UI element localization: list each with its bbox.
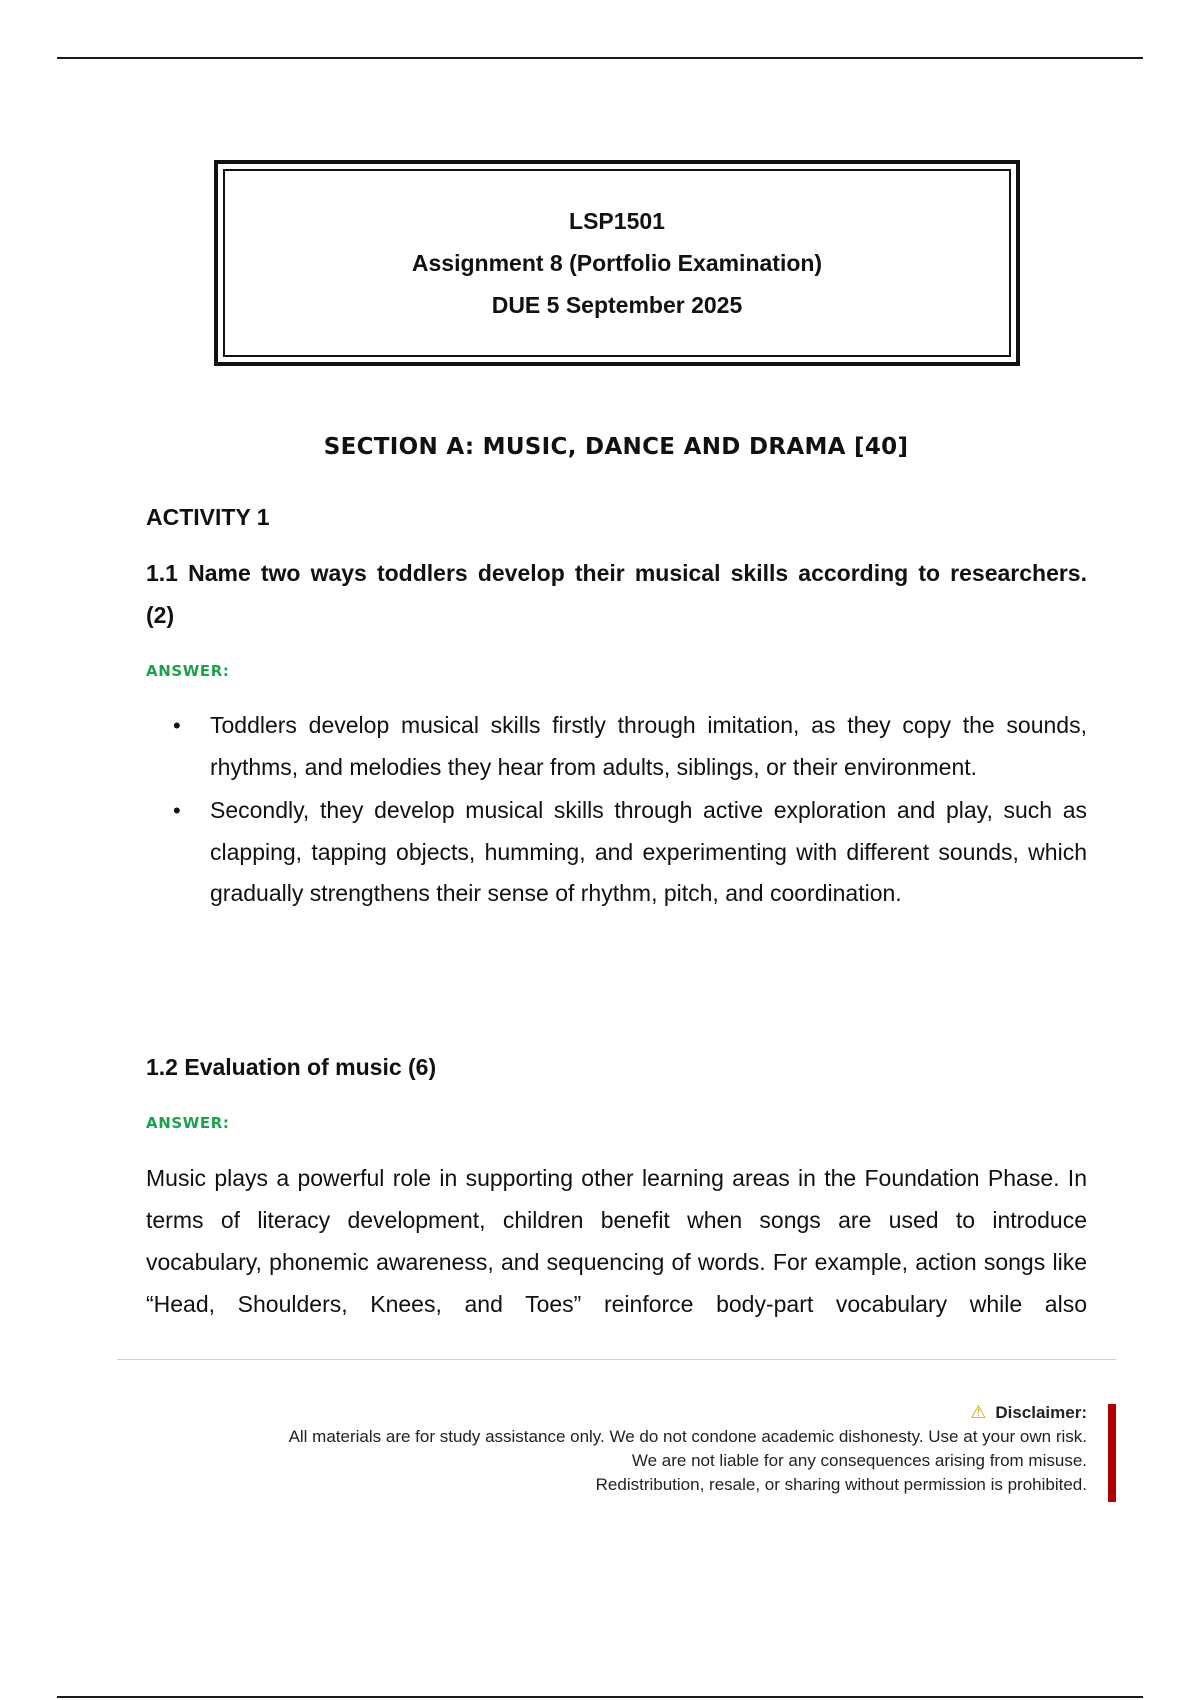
disclaimer-line: We are not liable for any consequences arising from misuse. — [631, 1451, 1087, 1470]
bullet-icon: • — [173, 713, 181, 738]
top-rule — [57, 57, 1143, 59]
disclaimer-line: All materials are for study assistance only. We do not condone academic dishonesty. Use at your own risk. — [288, 1427, 1087, 1446]
question-1-1: 1.1 Name two ways toddlers develop their musical skills according to researchers. (2) — [146, 560, 1087, 628]
title-box-inner — [223, 169, 1011, 357]
course-code: LSP1501 — [569, 208, 665, 234]
bullet-text: Secondly, they develop musical skills through active exploration and play, such as clapping, tapping objects, humming, and experimenting with different sounds, which gradually strengthens their sense of rhythm, pitch, and coordination. — [210, 797, 1087, 906]
bottom-rule — [57, 1696, 1143, 1698]
answer-bullets — [146, 705, 1087, 917]
disclaimer-line: Redistribution, resale, or sharing without permission is prohibited. — [595, 1475, 1087, 1494]
bullet-icon: • — [173, 798, 181, 823]
due-date: DUE 5 September 2025 — [491, 292, 743, 318]
warning-icon: ⚠ — [970, 1402, 987, 1422]
title-box — [214, 160, 1020, 366]
bullet-text: Toddlers develop musical skills firstly through imitation, as they copy the sounds, rhythms, and melodies they hear from adults, siblings, or their environment. — [210, 712, 1087, 780]
disclaimer-title: Disclaimer: — [995, 1403, 1087, 1422]
disclaimer — [289, 1400, 1087, 1497]
assignment-title: Assignment 8 (Portfolio Examination) — [411, 250, 823, 276]
footer-divider — [117, 1359, 1116, 1360]
answer-paragraph: Music plays a powerful role in supporting other learning areas in the Foundation Phase. In terms of literacy development, children benefit when songs are used to introduce vocabulary, phonemic awareness, and sequencing of words. For example, action songs like “Head, Shoulders, Knees, and Toes” reinforce body-part vocabulary while also — [146, 1165, 1087, 1317]
answer-label-1-1: ANSWER: — [146, 662, 230, 680]
question-1-2: 1.2 Evaluation of music (6) — [146, 1054, 437, 1080]
list-item — [146, 705, 1087, 788]
answer-label-1-2: ANSWER: — [146, 1114, 230, 1132]
activity-title: ACTIVITY 1 — [146, 504, 270, 530]
disclaimer-accent-bar — [1108, 1404, 1116, 1502]
section-heading: SECTION A: MUSIC, DANCE AND DRAMA [40] — [323, 434, 909, 460]
list-item — [146, 790, 1087, 915]
